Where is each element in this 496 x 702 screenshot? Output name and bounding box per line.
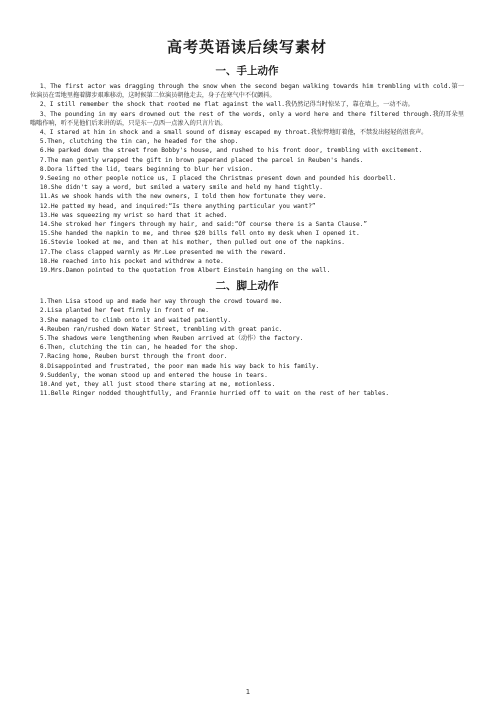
document-page xyxy=(30,36,464,399)
section-foot-actions xyxy=(30,278,464,398)
list-item: 10.And yet, they all just stood there staring at me, motionless. xyxy=(39,381,276,389)
section-heading: 二、脚上动作 xyxy=(215,280,279,293)
section-hand-actions xyxy=(30,63,464,275)
list-item: 3、The pounding in my ears drowned out the rest of the words, only a word here and there filtered through.我的耳朵里嗡嗡作响，听不见他们后来讲的话，只是东一点西一点渗入的只言片语。 xyxy=(30,110,464,127)
list-item: 12.He patted my head, and inquired:“Is there anything particular you want?” xyxy=(39,202,316,210)
list-item: 7.The man gently wrapped the gift in brown paperand placed the parcel in Reuben's hands. xyxy=(39,156,364,164)
list-item: 6.Then, clutching the tin can, he headed for the shop. xyxy=(39,344,239,352)
list-item: 16.Stevie looked at me, and then at his mother, then pulled out one of the napkins. xyxy=(39,239,345,247)
list-item: 1.Then Lisa stood up and made her way through the crowd toward me. xyxy=(39,298,283,306)
list-item: 14.She stroked her fingers through my hair, and said:“Of course there is a Santa Clause.” xyxy=(39,221,367,229)
list-item: 5.The shadows were lengthening when Reuben arrived at（动作）the factory. xyxy=(39,335,304,343)
paragraph-list xyxy=(30,297,464,398)
page-number: 1 xyxy=(245,688,251,696)
list-item: 8.Disappointed and frustrated, the poor man made his way back to his family. xyxy=(39,362,320,370)
document-title: 高考英语读后续写素材 xyxy=(166,38,327,56)
list-item: 15.She handed the napkin to me, and three $20 bills fell onto my desk when I opened it. xyxy=(39,230,360,238)
list-item: 19.Mrs.Damon pointed to the quotation from Albert Einstein hanging on the wall. xyxy=(39,267,331,275)
list-item: 1、The first actor was dragging through the snow when the second began walking towards him trembling with cold.第一位演员在雪地里拖着脚步艰难移动，这时候第二位演员朝他走去，身子在寒气中不仅颤抖。 xyxy=(30,83,464,100)
list-item: 13.He was squeezing my wrist so hard that it ached. xyxy=(39,211,228,219)
list-item: 10.She didn't say a word, but smiled a watery smile and held my hand tightly. xyxy=(39,184,323,192)
list-item: 11.As we shook hands with the new owners, I told them how fortunate they were. xyxy=(39,193,327,201)
section-heading: 一、手上动作 xyxy=(215,65,279,77)
list-item: 17.The class clapped warmly as Mr.Lee presented me with the reward. xyxy=(39,248,287,256)
list-item: 4.Reuben ran/rushed down Water Street, trembling with great panic. xyxy=(39,325,283,333)
list-item: 18.He reached into his pocket and withdrew a note. xyxy=(39,257,224,265)
list-item: 2.Lisa planted her feet firmly in front of me. xyxy=(39,307,209,315)
list-item: 9.Suddenly, the woman stood up and entered the house in tears. xyxy=(39,371,268,379)
list-item: 9.Seeing no other people notice us, I placed the Christmas present down and pounded his doorbell. xyxy=(39,175,397,183)
list-item: 3.She managed to climb onto it and waited patiently. xyxy=(39,316,232,324)
list-item: 4、I stared at him in shock and a small sound of dismay escaped my throat.我惊愕地盯着他，不禁发出轻轻的沮丧声。 xyxy=(39,129,428,137)
paragraph-list xyxy=(30,82,464,275)
list-item: 11.Belle Ringer nodded thoughtfully, and Frannie hurried off to wait on the rest of her tables. xyxy=(39,390,390,398)
list-item: 7.Racing home, Reuben burst through the front door. xyxy=(39,353,228,361)
list-item: 2、I still remember the shock that rooted me flat against the wall.我仍然记得当时惊呆了，靠在墙上，一动不动。 xyxy=(39,101,414,109)
list-item: 8.Dora lifted the lid, tears beginning to blur her vision. xyxy=(39,165,254,173)
list-item: 5.Then, clutching the tin can, he headed for the shop. xyxy=(39,138,239,146)
list-item: 6.He parked down the street from Bobby's house, and rushed to his front door, trembling with excitement. xyxy=(39,147,423,155)
